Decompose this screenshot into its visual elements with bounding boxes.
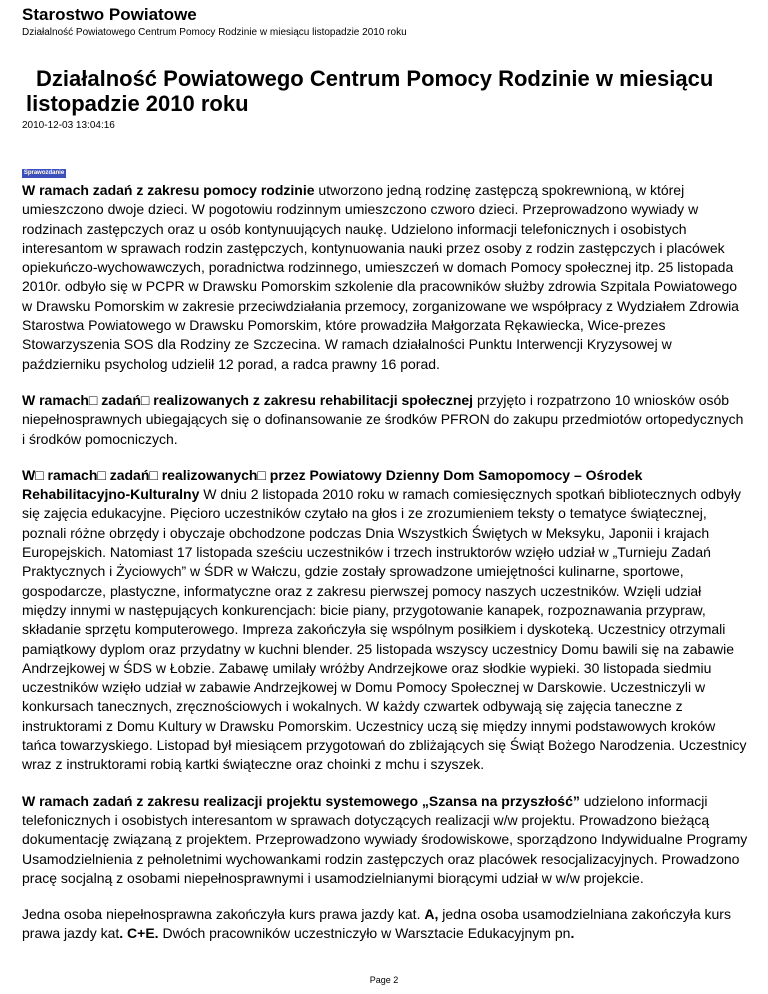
- paragraph-text: przyjęto i rozpatrzono 10 wniosków osób niepełnosprawnych ubiegających się o dofinansowanie ze środków PFRON do zakupu przedmiotów ortopedycznych i środków pomocniczych.: [22, 391, 744, 447]
- paragraph-project: [22, 792, 748, 888]
- paragraph-driving-courses: [22, 905, 748, 944]
- paragraph-lead: W ramach zadań z zakresu pomocy rodzinie: [22, 182, 315, 198]
- paragraph-text: Dwóch pracowników uczestniczyło w Warsztacie Edukacyjnym pn: [158, 925, 571, 942]
- report-logo: Sprawozdanie: [23, 170, 65, 176]
- page-number: Page 2: [369, 975, 399, 985]
- paragraph-text: W dniu 2 listopada 2010 roku w ramach comiesięcznych spotkań bibliotecznych odbyły się zajęcia edukacyjne. Pięcioro uczestników czytało na głos i ze zrozumieniem teksty o tematyce świątecznej, poznali różne obrzędy i obyczaje obchodzone podczas Dnia Wszystkich Świętych w Meksyku, Japonii i krajach Europejskich. Natomiast 17 listopada sześciu uczestników i trzech instruktorów wzięło udział w „Turnieju Zadań Praktycznych i Życiowych” w ŚDR w Wałczu, gdzie zostały sprowadzone umiejętności kulinarne, sportowe, gospodarcze, plastyczne, informatyczne oraz z zakresu pierwszej pomocy naszych uczestników. Wzięli udział między innymi w następujących konkurencjach: bicie piany, przygotowanie kanapek, rozpoznawania przypraw, składanie sprzętu komputerowego. Impreza zakończyła się wspólnym posiłkiem i dyskoteką. Uczestnicy otrzymali pamiątkowy dyplom oraz przydatny w kuchni blender. 25 listopada wszyscy uczestnicy Domu bawili się na zabawie Andrzejkowej w ŚDS w Łobzie. Zabawę umilały wróżby Andrzejkowe oraz słodkie wypieki. 30 listopada siedmiu uczestników wzięło udział w zabawie Andrzejkowej w Domu Pomocy Społecznej w Darskowie. Uczestniczyli w konkursach tanecznych, zręcznościowych i wokalnych. W każdy czwartek odbywają się zajęcia taneczne z instruktorami z Domu Kultury w Drawsku Pomorskim. Uczestnicy uczą się między innymi podstawowych kroków tańca towarzyskiego. Listopad był miesiącem przygotowań do zbliżających się Świąt Bożego Narodzenia. Uczestnicy wraz z instruktorami robią kartki świąteczne oraz choinki z mchu i szyszek.: [22, 486, 747, 773]
- article-title: Działalność Powiatowego Centrum Pomocy Rodzinie w miesiącu listopadzie 2010 roku: [26, 66, 714, 116]
- site-title: Starostwo Powiatowe: [22, 5, 197, 24]
- article-date: 2010-12-03 13:04:16: [22, 120, 115, 131]
- paragraph-rehabilitation: [22, 391, 748, 449]
- paragraph-lead: W ramach□ zadań□ realizowanych z zakresu rehabilitacji społecznej: [22, 391, 474, 408]
- paragraph-lead: W ramach zadań z zakresu realizacji projektu systemowego „Szansa na przyszłość”: [22, 792, 580, 809]
- paragraph-end: .: [570, 925, 575, 942]
- paragraph-text: utworzono jedną rodzinę zastępczą spokrewnioną, w której umieszczono dwoje dzieci. W pogotowiu rodzinnym umieszczono czworo dzieci. Przeprowadzono wywiady w rodzinach zastępczych oraz u osób kontynuujących naukę. Udzielono informacji telefonicznych i osobistych interesantom w sprawach rodzin zastępczych, kontynuowania nauki przez osoby z rodzin zastępczych i placówek opiekuńczo-wychowawczych, poradnictwa rodzinnego, umieszczeń w domach Pomocy społecznej itp. 25 listopada 2010r. odbyło się w PCPR w Drawsku Pomorskim szkolenie dla pracowników służby zdrowia Szpitala Powiatowego w Drawsku Pomorskim w zakresie przeciwdziałania przemocy, zorganizowane we współpracy z Wydziałem Zdrowia Starostwa Powiatowego w Drawsku Pomorskim, które prowadziła Małgorzata Rękawiecka, Wice-prezes Stowarzyszenia SOS dla Rodziny ze Szczecina. W ramach działalności Punktu Interwencji Kryzysowej w październiku psycholog udzielił 12 porad, a radca prawny 16 porad.: [22, 182, 739, 372]
- license-category-a: A,: [424, 906, 439, 923]
- license-category-ce: . C+E.: [119, 925, 159, 942]
- paragraph-text: Jedna osoba niepełnosprawna zakończyła kurs prawa jazdy kat.: [22, 906, 425, 923]
- paragraph-text: udzielono informacji telefonicznych i osobistych interesantom w sprawach dotyczących realizacji w/w projektu. Prowadzono bieżącą dokumentację związaną z projektem. Przeprowadzono wywiady środowiskowe, sporządzono Indywidualne Programy Usamodzielnienia z pełnoletnimi wychowankami rodzin zastępczych oraz placówek resocjalizacyjnych. Prowadzono pracę socjalną z osobami niepełnosprawnymi i usamodzielnianymi biorącymi udział w w/w projekcie.: [22, 792, 748, 886]
- paragraph-text: jedna osoba usamodzielniana zakończyła kurs prawa jazdy kat: [22, 906, 731, 942]
- paragraph-day-care-home: [22, 466, 748, 775]
- paragraph-lead: W□ ramach□ zadań□ realizowanych□ przez Powiatowy Dzienny Dom Samopomocy – Ośrodek Rehabilitacyjno-Kulturalny: [22, 466, 643, 503]
- paragraph-family-support: [22, 181, 748, 374]
- article-body: [22, 181, 748, 961]
- page-subtitle: Działalność Powiatowego Centrum Pomocy Rodzinie w miesiącu listopadzie 2010 roku: [22, 27, 407, 38]
